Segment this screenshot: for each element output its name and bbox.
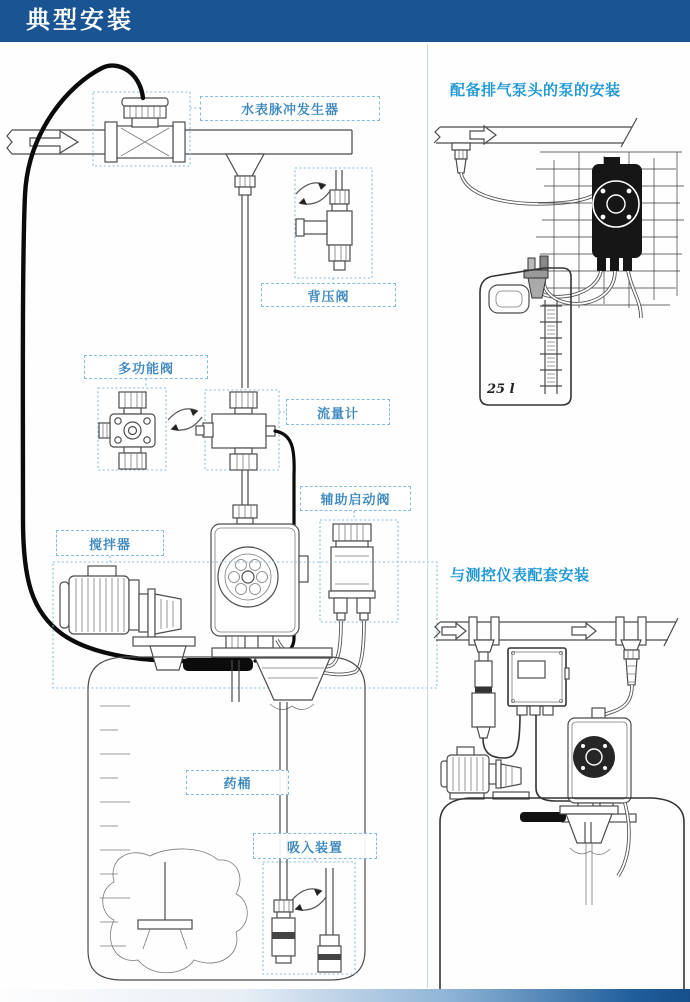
flow-arrow-icon — [470, 126, 496, 144]
rotation-arrows-icon — [296, 183, 330, 205]
label-chemical-tank: 药桶 — [186, 770, 289, 795]
controller-drawing — [508, 648, 569, 715]
water-meter-drawing — [105, 98, 185, 162]
label-suction-device: 吸入装置 — [253, 833, 377, 859]
flow-meter-drawing — [196, 392, 275, 470]
degassing-installation-diagram — [434, 118, 684, 405]
suction-lance-drawing — [524, 256, 548, 298]
label-auxiliary-start-valve: 辅助启动阀 — [300, 486, 411, 511]
aux-start-valve-drawing — [329, 524, 375, 620]
label-water-meter-pulse-generator: 水表脉冲发生器 — [200, 96, 380, 121]
bottom-gradient-bar — [0, 989, 690, 1002]
column-divider — [427, 44, 428, 988]
instrument-installation-diagram — [434, 617, 684, 990]
sensor-probe-drawing — [472, 652, 495, 738]
label-multi-function-valve: 多功能阀 — [84, 355, 208, 379]
label-mixer: 搅拌器 — [56, 530, 164, 556]
flow-arrow-icon — [442, 623, 466, 639]
mounting-tray-drawing — [520, 812, 566, 822]
wall-mounted-pump-drawing — [592, 157, 642, 271]
mounting-tray-drawing — [183, 658, 253, 671]
label-back-pressure-valve: 背压阀 — [261, 283, 396, 307]
injection-tee-drawing — [226, 154, 264, 388]
section-title-degassing-pump: 配备排气泵头的泵的安装 — [450, 81, 621, 99]
mixer-drawing — [60, 566, 195, 670]
tank-volume-label: 25 l — [487, 382, 515, 397]
mixer-drawing — [441, 747, 529, 799]
label-flow-meter: 流量计 — [286, 399, 390, 425]
chemical-tank-drawing — [88, 657, 365, 980]
rotation-arrows-icon — [292, 889, 326, 911]
flow-arrow-icon — [572, 623, 596, 639]
section-title-instruments: 与测控仪表配套安装 — [450, 566, 590, 584]
injection-valve-drawing — [452, 143, 470, 173]
page-title: 典型安装 — [26, 6, 134, 34]
jerry-can-drawing — [480, 268, 571, 405]
multi-function-valve-drawing — [99, 392, 155, 469]
injection-valve-drawing — [616, 617, 646, 685]
solution-tank-drawing — [440, 798, 684, 990]
